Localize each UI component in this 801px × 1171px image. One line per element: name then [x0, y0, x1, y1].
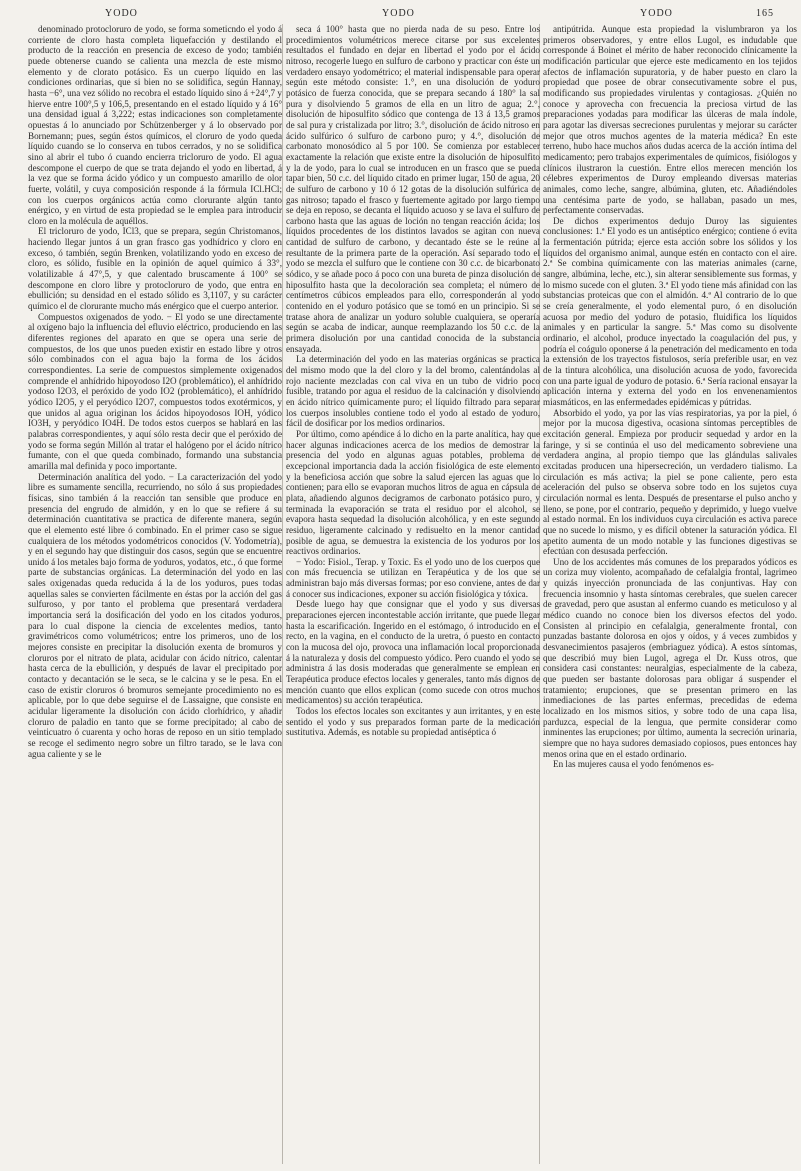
paragraph: seca á 100° hasta que no pierda nada de su peso. Entre los procedimientos volumétricos merece citarse por sus excelentes resultados el fundado en dejar en libertad el yodo por el ácido nitroso, recogerle luego en sulfuro de carbono y practicar con éste un verdadero ensayo yodométrico; el material indispensable para operar según este método consiste: 1.°, en una disolución de yoduro potásico de fuerza conocida, que se prepara secando á 180° la sal pura y disolviendo 5 gramos de ella en un litro de agua; 2.°, disolución de hiposulfito sódico que contenga de 13 á 13,5 gramos de sal pura y cristalizada por litro; 3.°, disolución de ácido nitroso en ácido sulfúrico ó sulfuro de carbono puro; y 4.°, disolución de carbonato monosódico al 5 por 100. Se comienza por establecer exactamente la relación que existe entre la disolución de hiposulfito y la de yodo, para lo cual se introducen en un frasco que se pueda tapar bien, 50 c.c. del líquido citado en primer lugar, 150 de agua, 20 de sulfuro de carbono y 10 ó 12 gotas de la disolución sulfúrica de gas nitroso; tapado el frasco y fuertemente agitado por largo tiempo se deja en reposo, se decanta el líquido acuoso y se lava el sulfuro de carbono hasta que las aguas de loción no tengan reacción ácida; los líquidos procedentes de los distintos lavados se agitan con nueva cantidad de sulfuro de carbono, y decantado éste se le reúne al resultante de la primera parte de la operación. Así separado todo el yodo se mezcla el sulfuro que le contiene con 30 c.c. de bicarbonato sódico, y se añade poco á poco con una bureta de pinza disolución de hiposulfito hasta que la decoloración sea completa; el número de centímetros cúbicos empleados para ello, corresponderán al yodo contenido en el yoduro potásico que se tomó en un principio. Si se tratase ahora de analizar un yoduro soluble cualquiera, se operaría según se acaba de indicar, aunque reemplazando los 50 c.c. de la primera disolución por una cantidad conocida de la substancia ensayada.: [286, 24, 540, 354]
page-number: 165: [756, 8, 774, 19]
paragraph: Absorbido el yodo, ya por las vías respiratorias, ya por la piel, ó mejor por la mucosa digestiva, ocasiona síntomas perceptibles de excitación general. Empieza por producir sequedad y ardor en la faringe, y si se continúa el uso del medicamento sobreviene una verdadera angina, al propio tiempo que las glándulas salivales excitadas producen una hipersecreción, un verdadero tialismo. La circulación es más activa; la piel se pone caliente, pero esta aceleración del pulso se observa sobre todo en los sujetos cuya circulación normal es lenta. Después de presentarse el pulso ancho y lleno, se pone, por el contrario, pequeño y deprimido, y luego vuelve al estado normal. En los individuos cuya circulación es activa parece que no sucede lo mismo, y es difícil obtener la saturación yódica. El apetito aumenta de un modo notable y las funciones digestivas se efectúan con desusada perfección.: [543, 407, 797, 557]
paragraph: En las mujeres causa el yodo fenómenos es-: [553, 759, 714, 770]
header-center: YODO: [382, 8, 415, 19]
paragraph: Determinación analítica del yodo. − La caracterización del yodo libre es sumamente sencilla, recurriendo, no sólo á sus propiedades físicas, sino también á la reacción tan sensible que produce en presencia del engrudo de almidón, y en lo que se refiere á su determinación cuantitativa se practica de diferente manera, según que el elemento esté libre ó combinado. En el primer caso se sigue cualquiera de los métodos yodométricos conocidos (V. Yodometría), y en el segundo hay que distinguir dos casos, según que se encuentre unido á los metales bajo forma de yoduros, yodatos, etc., ó que forme parte de substancias orgánicas. La determinación del yodo en las sales oxigenadas queda reducida á la de los yoduros, pues todas aquellas sales se convierten fácilmente en éstas por la acción del gas sulfuroso, y por tanto el problema que presentará verdadera importancia será la dosificación del yodo en los citados yoduros, para lo cual dispone la ciencia de excelentes medios, tanto gravimétricos como volumétricos; entre los primeros, uno de los mejores consiste en precipitar la disolución exenta de bromuros y cloruros por el nitrato de plata, acidular con ácido nítrico, calentar hasta cerca de la ebullición, y después de lavar el precipitado por contacto y decantación se le seca, se le calcina y se le pesa. En el caso de existir cloruros ó bromuros semejante procedimiento no es aplicable, por lo que debe seguirse el de Lassaigne, que consiste en acidular ligeramente la disolución con ácido clorhídrico, y añadir cloruro de paladio en tanto que se forme precipitado; al cabo de veinticuatro ó cuarenta y ocho horas de reposo en un sitio templado se recoge el sedimento negro sobre un filtro tarado, se le lava con agua caliente y se le: [28, 471, 282, 759]
paragraph: Compuestos oxigenados de yodo. − El yodo se une directamente al oxígeno bajo la influencia del efluvio eléctrico, produciendo en las diferentes regiones del aparato en que se opera una serie de compuestos, de los que unos pueden existir en estado libre y otros sólo combinados con el agua bajo la forma de los ácidos correspondientes. La serie de compuestos simplemente oxigenados comprende el anhídrido hipoyodoso I2O (problemático), el anhídrido yodoso I2O3, el peróxido de yodo IO2 (problemático), el anhídrido yódico I2O5, y el peryódico I2O7, compuestos todos exotérmicos, y que unidos al agua originan los ácidos hipoyodosos IOH, yódico IO3H, y peryódico IO4H. De todos estos cuerpos se hablará en las palabras correspondientes, y aquí sólo resta decir que el peróxido de yodo se forma según Millón al tratar el halógeno por el ácido nítrico fumante, con el que queda combinado, formando una substancia amarilla mal definida y poco importante.: [28, 311, 282, 471]
column-3: [543, 24, 797, 1164]
paragraph: De dichos experimentos dedujo Duroy las siguientes conclusiones: 1.ª El yodo es un antiséptico enérgico; contiene ó evita la fermentación pútrida; ejerce esta acción sobre los sólidos y los líquidos del organismo animal, aunque estén en contacto con el aire. 2.ª Se combina químicamente con las materias animales (carne, sangre, albúmina, leche, etc.), sin alterar sensiblemente sus formas, y lo mismo sucede con el gluten. 3.ª El yodo tiene más afinidad con las substancias proteicas que con el almidón. 4.ª Al contrario de lo que se creía generalmente, el yodo elemental puro, ó en disolución acuosa por medio del yoduro de potasio, fluidifica los líquidos animales y en particular la sangre. 5.ª Mas como su disolvente ordinario, el alcohol, produce inyectado la coagulación del pus, y podría el coágulo oponerse á la penetración del medicamento en toda la extensión de los trayectos fistulosos, sería preferible usar, en vez de la tintura alcohólica, una disolución acuosa de yodo, favorecida con una parte igual de yoduro de potasio. 6.ª Sería racional ensayar la aplicación interna y externa del yodo en los envenenamientos miasmáticos, en las enfermedades epidémicas y pútridas.: [543, 215, 797, 407]
column-1: [28, 24, 282, 1164]
paragraph: Desde luego hay que consignar que el yodo y sus diversas preparaciones ejercen incontestable acción irritante, que puede llegar hasta la escarificación. Ingerido en el estómago, ó introducido en el recto, en la vagina, en el conducto de la uretra, ó puesto en contacto con la mucosa del ojo, provoca una inflamación local proporcionada á la naturaleza y dosis del compuesto yódico. Pero cuando el yodo se administra á las dosis moderadas que generalmente se emplean en Terapéutica produce efectos locales y generales, tanto más dignos de mención cuanto que ellos explican (como sucede con otros muchos medicamentos) su acción terapéutica.: [286, 599, 540, 706]
paragraph: Uno de los accidentes más comunes de los preparados yódicos es un coriza muy violento, acompañado de cefalalgia frontal, lagrimeo y quizás inyección pronunciada de las conjuntivas. Hay con frecuencia insomnio y hasta síntomas cerebrales, que suelen carecer de gravedad, pero que asustan al enfermo cuando es meticuloso y al médico cuando no conoce bien los diversos efectos del yodo. Consisten al principio en cefalalgia, generalmente frontal, con punzadas bastante dolorosa en ojos y oídos, y á veces zumbidos y desvanecimientos pasajeros (embriaguez yódica). A estos síntomas, que describió muy bien Lugol, agrega el Dr. Kuss otros, que considera casi constantes: neuralgias, especialmente de la cabeza, que pueden ser bastante dolorosas para obligar á suspender el tratamiento; erupciones, que se presentan primero en las inmediaciones de las partes enfermas, precedidas de edema localizado en los mismos sitios, y sobre todo de una capa lisa, parduzca, especial de la lengua, que permite considerar como inminentes las erupciones; por último, aumenta la secreción urinaria, siempre que no haya sudores demasiado copiosos, pues entonces hay menos orina que en el estado ordinario.: [543, 556, 797, 759]
paragraph: − Yodo: Fisiol., Terap. y Toxic. Es el yodo uno de los cuerpos que con más frecuencia se utilizan en Terapéutica y de los que se administran bajo más diversas formas; por eso conviene, antes de dar á conocer sus indicaciones, exponer su acción fisiológica y tóxica.: [286, 556, 540, 599]
column-2: [286, 24, 540, 1164]
paragraph: antipútrida. Aunque esta propiedad la vislumbraron ya los primeros observadores, y entre ellos Lugol, es indudable que corresponde á Boinet el mérito de haber reconocido clínicamente la modificación particular que ejerce este medicamento en los tejidos afectos de inflamación supuratoria, y de haber puesto en claro la propiedad que posee de obrar consecutivamente sobre el pus, modificando sus propiedades virulentas y contagiosas. ¿Quién no conoce y aprovecha con frecuencia la preciosa virtud de las preparaciones yodadas para modificar las úlceras de mala índole, para agotar las diversas secreciones purulentas y mejorar su carácter mejor que otros muchos agentes de la materia médica? En este terreno, hubo hace muchos años dudas acerca de la acción íntima del medicamento; pero trabajos experimentales de químicos, fisiólogos y clínicos ilustraron la cuestión. Entre ellos merecen mención los célebres experimentos de Duroy empleando diversas materias animales, como leche, sangre, albúmina, gluten, etc. Añadiéndoles una centésima parte de yodo, se hallaban, pasado un mes, perfectamente conservadas.: [543, 24, 797, 216]
column-rule: [282, 24, 283, 1164]
paragraph: La determinación del yodo en las materias orgánicas se practica del mismo modo que la del cloro y la del bromo, calentándolas al rojo naciente mezcladas con cal viva en un tubo de vidrio poco fusible, tratando por agua el residuo de la calcinación y disolviendo en ácido nítrico químicamente puro; el líquido filtrado para separar los cuerpos insolubles contiene todo el yodo al estado de yoduro, fácil de dosificar por los medios ordinarios.: [286, 354, 540, 429]
paragraph: denominado protocloruro de yodo, se forma someticndo el yodo á corriente de cloro hasta completa liquefacción y destilando el producto de la reacción en presencia de exceso de yodo; también puede obtenerse cuando se calienta una mezcla de este mismo elemento y de clorato potásico. Es un cuerpo líquido en las condiciones ordinarias, que si bien no se solidifica, según Hannay, hasta −6°, una vez sólido no recobra el estado líquido sino á +24°,7 y hierve entre 100°,5 y 106,5, presentando en el estado líquido y á 16° una densidad igual á 3,222; estas indicaciones son completamente opuestas á lo anunciado por Schützenberger y á lo observado por Bornemann; pues, según éstos químicos, el cloruro de yodo queda líquido cuando se lo conserva en tubos cerrados, y no se solidifica sino al abrir el tubo ó cuando encierra tricloruro de yodo. El agua descompone el cuerpo de que se trata dejando el yodo en libertad, á la vez que se forma ácido yódico y un compuesto amarillo de olor fuerte, volátil, y cuya composición responde á la fórmula ICl.HCl; con los cuerpos orgánicos actúa como clorurante algún tanto enérgico, y en virtud de esta propiedad se le emplea para introducir cloro en la molécula de aquéllos.: [28, 24, 282, 226]
paragraph: Por último, como apéndice á lo dicho en la parte analítica, hay que hacer algunas indicaciones acerca de los medios de demostrar la presencia del yodo en algunas aguas potables, problema de excepcional importancia dada la acción fisiológica de este elemento y la beneficiosa acción que sobre la salud ejercen las aguas que lo contienen; para ello se evaporan muchos litros de agua en cápsula de plata, añadiendo algunos decigramos de carbonato potásico puro, y terminada la evaporación se trata el residuo por el alcohol, se evapora hasta sequedad la disolución alcohólica, y en este segundo residuo, ligeramente calcinado y redisuelto en la menor cantidad posible de agua, se demuestra la existencia de los yoduros por los reactivos ordinarios.: [286, 428, 540, 557]
header-right: YODO: [640, 8, 673, 19]
paragraph: Todos los efectos locales son excitantes y aun irritantes, y en este sentido el yodo y sus preparados forman parte de la medicación sustitutiva. Además, es notable su propiedad antiséptica ó: [286, 706, 540, 738]
running-header: [0, 8, 801, 22]
paragraph: El tricloruro de yodo, ICl3, que se prepara, según Christomanos, haciendo llegar juntos á un gran frasco gas yodhídrico y cloro en exceso, ó también, según Brenken, volatilizando yodo en exceso de cloro, es sólido, fusible en la opinión de aquel químico á 33°, volatilizable á 47°,5, y que calentado bruscamente á 100° se descompone en cloro libre y protocloruro de yodo, que entra en ebullición; su densidad en el estado sólido es 3,1107, y su carácter químico el de clorurante mucho más enérgico que el cuerpo anterior.: [28, 226, 282, 312]
header-left: YODO: [105, 8, 138, 19]
